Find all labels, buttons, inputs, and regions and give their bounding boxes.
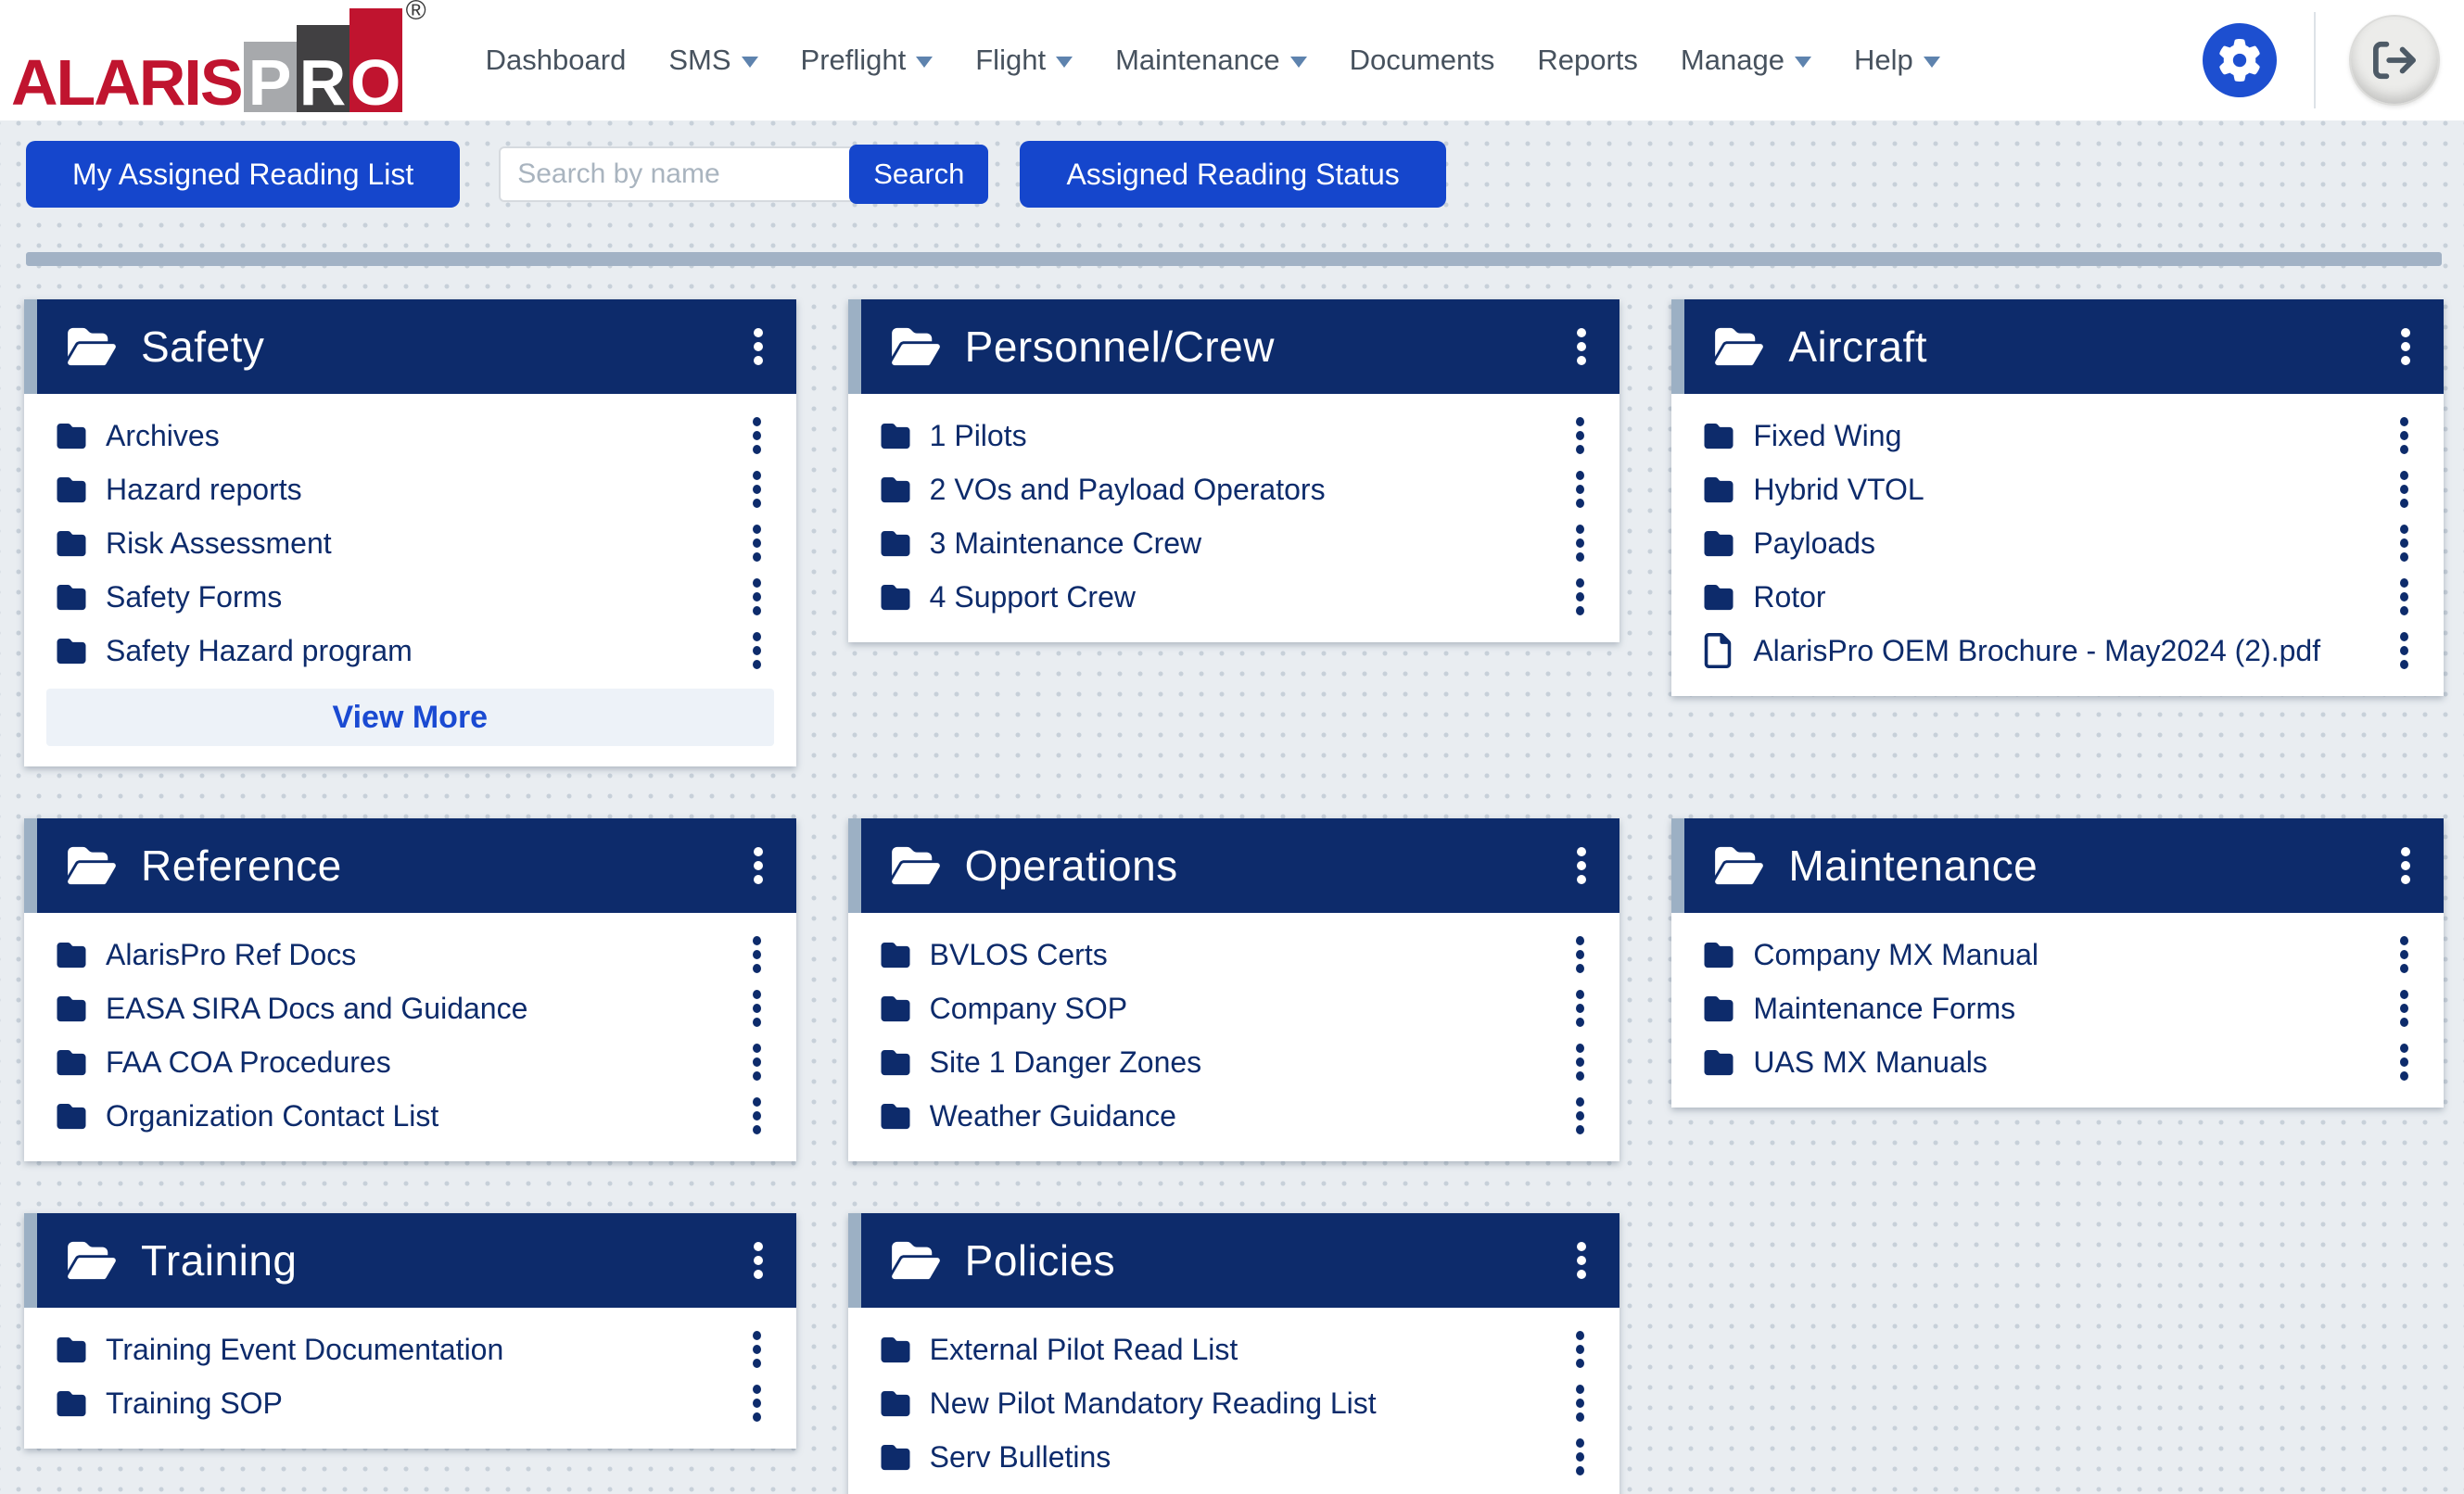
item-kebab-menu-icon[interactable] [747, 1325, 767, 1374]
search-button[interactable]: Search [849, 145, 988, 204]
nav-label: Documents [1349, 44, 1495, 76]
folder-icon [54, 637, 89, 665]
item-kebab-menu-icon[interactable] [2394, 1038, 2414, 1086]
item-label: Training SOP [106, 1386, 283, 1420]
folder-icon [878, 1443, 913, 1472]
item-label: External Pilot Read List [929, 1332, 1238, 1366]
list-item[interactable] [24, 1323, 796, 1376]
folder-icon [1701, 422, 1736, 450]
item-kebab-menu-icon[interactable] [1570, 1325, 1590, 1374]
folder-icon [54, 583, 89, 612]
list-item[interactable] [24, 570, 796, 624]
item-label: FAA COA Procedures [106, 1045, 391, 1079]
folder-icon [1701, 1048, 1736, 1077]
item-label: Rotor [1753, 579, 1826, 614]
item-label: Fixed Wing [1753, 418, 1902, 452]
folder-open-icon [889, 325, 943, 368]
card-title: Safety [141, 323, 265, 371]
logout-button[interactable] [2349, 15, 2440, 106]
my-assigned-reading-list-button[interactable]: My Assigned Reading List [26, 141, 460, 208]
list-item[interactable] [848, 1376, 1620, 1430]
card-kebab-menu-icon[interactable] [748, 842, 768, 890]
card-kebab-menu-icon[interactable] [748, 1236, 768, 1285]
nav-item-documents[interactable] [1350, 44, 1495, 77]
nav-label: Dashboard [485, 44, 627, 76]
list-item[interactable] [848, 1323, 1620, 1376]
card-body [1671, 913, 2444, 1108]
item-label: Serv Bulletins [929, 1439, 1111, 1474]
item-kebab-menu-icon[interactable] [2394, 573, 2414, 621]
item-kebab-menu-icon[interactable] [2394, 465, 2414, 513]
item-label: Company SOP [929, 991, 1128, 1025]
card-body [1671, 394, 2444, 696]
nav-label: Reports [1537, 44, 1638, 76]
logo-blocks [244, 8, 402, 119]
list-item[interactable] [848, 1430, 1620, 1484]
item-label: Hybrid VTOL [1753, 472, 1924, 506]
folder-cards-grid [0, 266, 2464, 1494]
folder-icon [878, 529, 913, 558]
nav-label: Help [1853, 44, 1913, 76]
registered-trademark-symbol: ® [405, 0, 426, 26]
card-kebab-menu-icon[interactable] [2395, 323, 2416, 371]
item-kebab-menu-icon[interactable] [747, 627, 767, 675]
item-kebab-menu-icon[interactable] [747, 519, 767, 567]
card-title: Reference [141, 842, 342, 890]
list-item[interactable] [1671, 570, 2444, 624]
card-policies-header [848, 1213, 1620, 1308]
folder-icon [878, 1048, 913, 1077]
folder-open-icon [889, 844, 943, 887]
card-kebab-menu-icon[interactable] [1571, 1236, 1592, 1285]
item-kebab-menu-icon[interactable] [1570, 1379, 1590, 1427]
card-personnel-crew [848, 299, 1620, 642]
folder-icon [54, 422, 89, 450]
folder-icon [54, 529, 89, 558]
assigned-reading-status-button[interactable]: Assigned Reading Status [1020, 141, 1445, 208]
chevron-down-icon [1795, 57, 1811, 68]
card-title: Aircraft [1788, 323, 1928, 371]
sign-out-icon [2373, 39, 2416, 82]
item-kebab-menu-icon[interactable] [1570, 519, 1590, 567]
chevron-down-icon [1056, 57, 1073, 68]
item-label: Payloads [1753, 525, 1875, 560]
item-label: 3 Maintenance Crew [929, 525, 1202, 560]
list-item[interactable] [1671, 516, 2444, 570]
list-item[interactable] [848, 1089, 1620, 1143]
folder-icon [54, 475, 89, 504]
logo-block-p: P [244, 42, 297, 112]
folder-icon [878, 1389, 913, 1418]
nav-item-maintenance[interactable] [1115, 44, 1307, 77]
item-kebab-menu-icon[interactable] [2394, 519, 2414, 567]
item-label: AlarisPro Ref Docs [106, 937, 357, 971]
list-item[interactable] [848, 462, 1620, 516]
main-nav [486, 44, 1940, 77]
card-body [24, 913, 796, 1161]
card-body [24, 394, 796, 766]
item-label: Weather Guidance [929, 1098, 1176, 1133]
logo-block-r: R [297, 25, 349, 112]
settings-button[interactable] [2203, 23, 2277, 97]
item-label: 1 Pilots [929, 418, 1027, 452]
card-training [24, 1213, 796, 1449]
card-body [24, 1308, 796, 1449]
folder-open-icon [1712, 844, 1766, 887]
card-reference-header [24, 818, 796, 913]
item-kebab-menu-icon[interactable] [747, 411, 767, 460]
item-kebab-menu-icon[interactable] [1570, 984, 1590, 1032]
nav-item-help[interactable] [1854, 44, 1940, 77]
item-label: EASA SIRA Docs and Guidance [106, 991, 528, 1025]
card-aircraft-header [1671, 299, 2444, 394]
card-personnel-crew-header [848, 299, 1620, 394]
item-label: 2 VOs and Payload Operators [929, 472, 1326, 506]
card-title: Policies [964, 1236, 1116, 1285]
item-kebab-menu-icon[interactable] [1570, 1433, 1590, 1481]
nav-label: Flight [975, 44, 1047, 76]
logo-block-o: O [349, 8, 402, 112]
folder-icon [54, 941, 89, 969]
item-label: Organization Contact List [106, 1098, 439, 1133]
folder-icon [1701, 994, 1736, 1023]
logo-wordmark: ALARIS [11, 46, 242, 120]
item-kebab-menu-icon[interactable] [1570, 931, 1590, 979]
file-icon [1704, 633, 1732, 668]
nav-label: Preflight [800, 44, 907, 76]
folder-icon [54, 1389, 89, 1418]
folder-open-icon [1712, 325, 1766, 368]
item-label: Safety Forms [106, 579, 283, 614]
item-kebab-menu-icon[interactable] [747, 1038, 767, 1086]
nav-label: Maintenance [1115, 44, 1280, 76]
list-item[interactable] [24, 928, 796, 981]
list-item[interactable] [1671, 409, 2444, 462]
list-item[interactable] [24, 1376, 796, 1430]
folder-icon [878, 1102, 913, 1131]
item-kebab-menu-icon[interactable] [2394, 627, 2414, 675]
list-item[interactable] [1671, 462, 2444, 516]
list-item[interactable] [848, 981, 1620, 1035]
item-label: Company MX Manual [1753, 937, 2039, 971]
item-kebab-menu-icon[interactable] [2394, 984, 2414, 1032]
view-more-button[interactable]: View More [46, 689, 774, 746]
folder-icon [878, 1336, 913, 1364]
list-item[interactable] [24, 409, 796, 462]
list-item[interactable] [848, 409, 1620, 462]
folder-icon [54, 1336, 89, 1364]
card-body [848, 913, 1620, 1161]
list-item[interactable] [24, 516, 796, 570]
card-policies [848, 1213, 1620, 1494]
card-reference [24, 818, 796, 1161]
item-label: UAS MX Manuals [1753, 1045, 1988, 1079]
folder-open-icon [65, 844, 119, 887]
folder-open-icon [889, 1239, 943, 1282]
card-kebab-menu-icon[interactable] [1571, 323, 1592, 371]
card-aircraft [1671, 299, 2444, 696]
item-kebab-menu-icon[interactable] [747, 1092, 767, 1140]
list-item[interactable] [24, 981, 796, 1035]
nav-item-preflight[interactable] [801, 44, 934, 77]
item-label: Archives [106, 418, 220, 452]
folder-icon [1701, 941, 1736, 969]
folder-icon [1701, 583, 1736, 612]
item-label: 4 Support Crew [929, 579, 1136, 614]
list-item[interactable] [1671, 624, 2444, 677]
chevron-down-icon [1924, 57, 1940, 68]
folder-icon [54, 994, 89, 1023]
item-kebab-menu-icon[interactable] [747, 931, 767, 979]
item-label: Risk Assessment [106, 525, 332, 560]
item-kebab-menu-icon[interactable] [1570, 1092, 1590, 1140]
card-training-header [24, 1213, 796, 1308]
item-kebab-menu-icon[interactable] [747, 984, 767, 1032]
card-kebab-menu-icon[interactable] [748, 323, 768, 371]
list-item[interactable] [1671, 928, 2444, 981]
item-label: AlarisPro OEM Brochure - May2024 (2).pdf [1753, 633, 2321, 667]
card-kebab-menu-icon[interactable] [1571, 842, 1592, 890]
card-title: Training [141, 1236, 298, 1285]
card-operations [848, 818, 1620, 1161]
item-kebab-menu-icon[interactable] [1570, 573, 1590, 621]
item-kebab-menu-icon[interactable] [747, 573, 767, 621]
item-label: New Pilot Mandatory Reading List [929, 1386, 1377, 1420]
item-label: Maintenance Forms [1753, 991, 2016, 1025]
card-body [848, 394, 1620, 642]
item-kebab-menu-icon[interactable] [747, 1379, 767, 1427]
folder-icon [878, 422, 913, 450]
documents-toolbar [26, 141, 2464, 208]
list-item[interactable] [24, 624, 796, 677]
item-kebab-menu-icon[interactable] [2394, 411, 2414, 460]
item-kebab-menu-icon[interactable] [1570, 1038, 1590, 1086]
folder-icon [878, 941, 913, 969]
alarispro-logo [11, 0, 426, 120]
item-kebab-menu-icon[interactable] [1570, 465, 1590, 513]
navbar-right-cluster [2203, 12, 2440, 108]
card-maintenance [1671, 818, 2444, 1108]
nav-label: Manage [1680, 44, 1784, 76]
folder-icon [54, 1102, 89, 1131]
card-operations-header [848, 818, 1620, 913]
nav-item-dashboard[interactable] [486, 44, 627, 77]
item-label: Site 1 Danger Zones [929, 1045, 1202, 1079]
item-label: Training Event Documentation [106, 1332, 504, 1366]
chevron-down-icon [742, 57, 758, 68]
item-kebab-menu-icon[interactable] [747, 465, 767, 513]
chevron-down-icon [916, 57, 933, 68]
gear-icon [2218, 39, 2261, 82]
card-safety [24, 299, 796, 766]
list-item[interactable] [1671, 981, 2444, 1035]
card-maintenance-header [1671, 818, 2444, 913]
top-navbar [0, 0, 2464, 120]
folder-icon [1701, 529, 1736, 558]
list-item[interactable] [24, 1089, 796, 1143]
nav-item-flight[interactable] [975, 44, 1073, 77]
section-divider-bar [26, 252, 2442, 266]
card-title: Personnel/Crew [964, 323, 1275, 371]
search-input[interactable] [499, 146, 853, 202]
folder-icon [878, 475, 913, 504]
chevron-down-icon [1290, 57, 1307, 68]
list-item[interactable] [1671, 1035, 2444, 1089]
card-title: Operations [964, 842, 1178, 890]
item-label: Safety Hazard program [106, 633, 413, 667]
folder-icon [54, 1048, 89, 1077]
list-item[interactable] [848, 570, 1620, 624]
folder-open-icon [65, 325, 119, 368]
nav-item-manage[interactable] [1681, 44, 1811, 77]
folder-open-icon [65, 1239, 119, 1282]
search-group [499, 145, 988, 204]
list-item[interactable] [24, 1035, 796, 1089]
item-kebab-menu-icon[interactable] [2394, 931, 2414, 979]
list-item[interactable] [24, 462, 796, 516]
folder-icon [878, 994, 913, 1023]
item-kebab-menu-icon[interactable] [1570, 411, 1590, 460]
list-item[interactable] [848, 928, 1620, 981]
folder-icon [1701, 475, 1736, 504]
item-label: Hazard reports [106, 472, 302, 506]
card-title: Maintenance [1788, 842, 2039, 890]
nav-item-reports[interactable] [1537, 44, 1638, 77]
nav-item-sms[interactable] [668, 44, 757, 77]
card-safety-header [24, 299, 796, 394]
nav-label: SMS [668, 44, 731, 76]
item-label: BVLOS Certs [929, 937, 1108, 971]
folder-icon [878, 583, 913, 612]
card-body [848, 1308, 1620, 1494]
vertical-divider [2314, 12, 2316, 108]
list-item[interactable] [848, 1035, 1620, 1089]
list-item[interactable] [848, 516, 1620, 570]
card-kebab-menu-icon[interactable] [2395, 842, 2416, 890]
